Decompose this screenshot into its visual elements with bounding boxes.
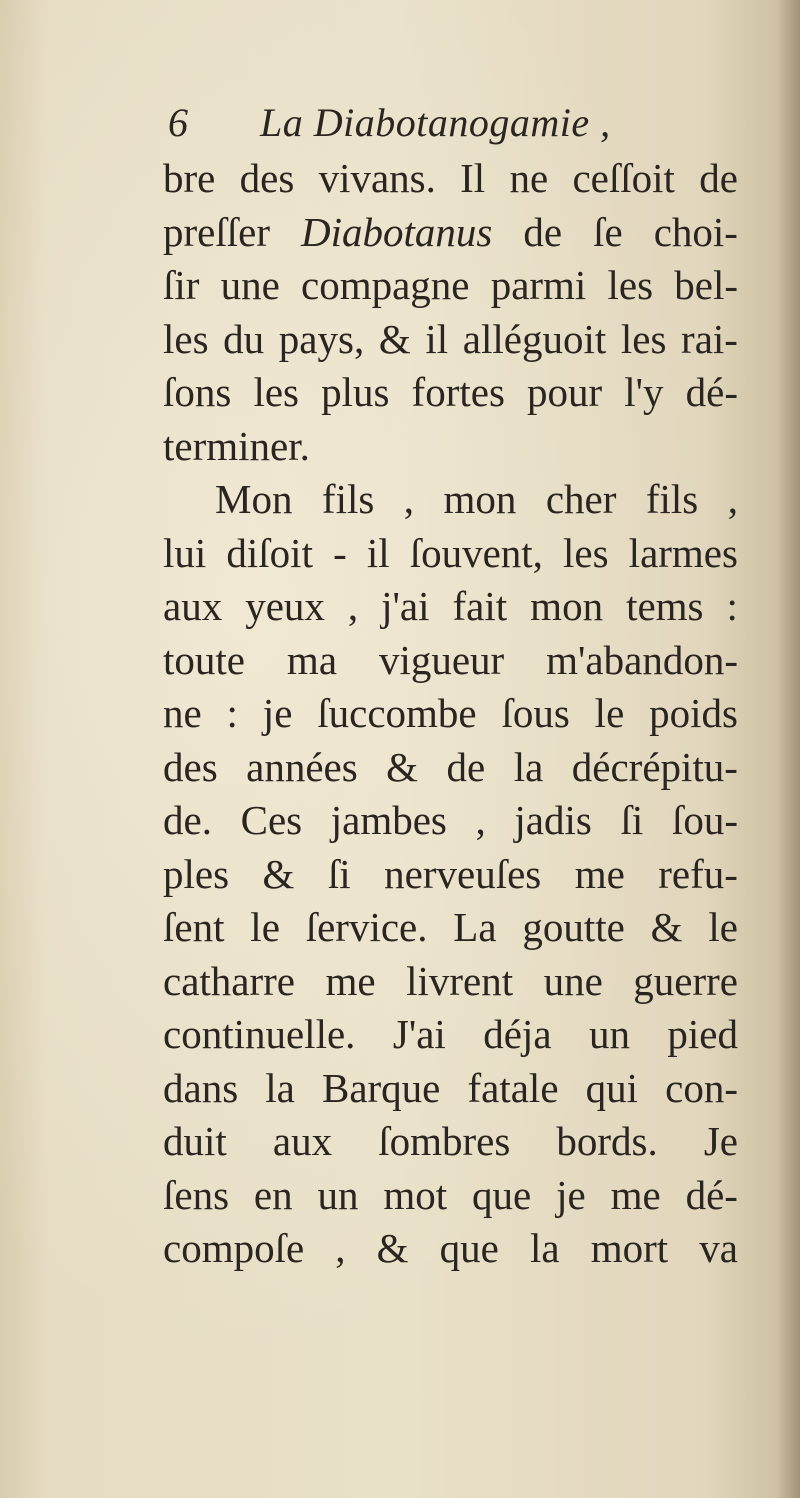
word: & [386,743,419,790]
word: Diabotanus [301,208,493,255]
word: continuelle. [163,1011,356,1057]
word: yeux [245,583,325,629]
word: Je [703,1118,738,1164]
word: ſombres [378,1118,511,1164]
word: la [265,1064,295,1111]
word: décrépitu- [571,743,738,790]
page-edge-shadow [778,0,800,1498]
word: La [453,904,497,950]
word: ples [163,850,230,897]
word: terminer. [163,422,310,469]
text-line [163,634,738,688]
body-text [163,152,738,1276]
word: de. [163,797,212,843]
word: dé- [685,1171,738,1218]
word: duit [163,1118,227,1164]
word: la [529,1225,560,1271]
text-line [163,580,738,634]
word: compagne [301,262,470,308]
word: con- [665,1064,738,1111]
word: guerre [633,957,738,1004]
word: compoſe [163,1225,305,1271]
word: ſou- [671,797,738,843]
word: des [163,743,218,790]
word: ne [163,690,202,736]
word: vivans. [318,155,436,201]
word: une [220,262,280,308]
word: catharre [163,957,295,1004]
word: , [403,476,415,522]
word: une [543,957,603,1004]
word: J'ai [392,1011,446,1057]
word: pays, [278,315,365,362]
word: bre [163,155,216,201]
word: ſouvent, [409,529,543,576]
word: bords. [556,1118,658,1164]
text-line [163,1222,738,1276]
word: & [262,850,295,897]
word: ſi [620,797,644,843]
word: ceſſoit [572,155,675,201]
word: refu- [658,850,738,897]
word: le [708,904,738,950]
word: mon [443,476,517,522]
word: mon [530,583,604,629]
word: années [246,743,358,790]
word: larmes [628,529,738,576]
word: il [366,529,390,576]
word: le [594,690,625,736]
word: ma [286,636,338,683]
word: que [439,1225,499,1271]
word: , [335,1225,346,1271]
word: ne [509,155,549,201]
word: de [699,155,738,201]
word: j'ai [381,583,430,629]
word: , [347,583,359,629]
word: & [650,904,683,950]
word: je [262,690,293,736]
word: fatale [467,1064,559,1111]
word: & [376,1225,409,1271]
word: dé- [685,369,738,415]
word: du [223,315,265,362]
word: jadis [514,797,592,843]
word: me [325,957,376,1004]
word: le [250,904,280,950]
word: Mon [215,476,293,522]
word: , [475,797,486,843]
text-line [163,152,738,206]
text-line [163,259,738,313]
word: ſuccombe [317,690,477,736]
word: toute [163,636,245,683]
page-number: 6 [168,100,188,145]
word: nerveuſes [384,850,542,897]
word: preſſer [163,208,270,255]
running-header [168,98,738,148]
word: ſent [163,904,225,950]
word: choi- [653,208,738,255]
word: de [446,743,486,790]
word: déja [483,1011,552,1057]
word: ſens [163,1171,230,1218]
text-line [163,366,738,420]
word: que [472,1171,532,1218]
word: poids [649,690,738,736]
word: les [253,369,299,415]
word: aux [272,1118,333,1164]
word: m'abandon- [546,636,738,683]
word: Barque [321,1064,441,1111]
text-line [163,1008,738,1062]
word: & [378,315,411,362]
word: rai- [681,315,738,362]
word: pour [527,369,603,415]
word: ſervice. [305,904,428,950]
text-line [163,741,738,795]
word: dans [163,1064,239,1111]
word: plus [321,369,390,415]
word: - [333,529,347,576]
word: aux [163,583,223,629]
word: me [610,1171,661,1218]
word: : [226,690,238,736]
word: ſe [593,208,623,255]
word: Il [460,155,486,201]
text-line [163,1062,738,1116]
text-line [163,794,738,848]
word: les [163,315,209,362]
running-title: La Diabotanogamie , [260,100,611,145]
word: un [317,1171,359,1218]
word: livrent [406,957,514,1004]
word: parmi [490,262,587,308]
word: alléguoit [462,315,607,362]
word: pied [667,1011,738,1057]
word: les [563,529,609,576]
text-line [163,955,738,1009]
word: de [523,208,563,255]
word: ſir [163,262,200,308]
word: la [513,743,544,790]
word: fait [452,583,508,629]
word: ſons [163,369,232,415]
text-line [163,473,738,527]
word: les [620,315,667,362]
word: en [253,1171,293,1218]
word: un [588,1011,630,1057]
word: ſi [327,850,351,897]
text-line [163,420,738,474]
text-line [163,1169,738,1223]
word: lui [163,529,207,576]
word: mort [590,1225,669,1271]
word: Ces [240,797,303,843]
word: va [699,1225,738,1271]
text-line [163,527,738,581]
word: l'y [624,369,664,415]
word: qui [585,1064,639,1111]
word: les [607,262,654,308]
word: bel- [674,262,738,308]
word: , [727,476,738,522]
word: : [726,583,738,629]
word: fils [321,476,375,522]
word: me [574,850,625,897]
text-line [163,848,738,902]
word: cher [545,476,617,522]
word: fils [645,476,699,522]
word: je [556,1171,586,1218]
text-line [163,687,738,741]
text-line [163,901,738,955]
text-line [163,313,738,367]
word: diſoit [226,529,313,576]
word: goutte [522,904,625,950]
word: il [425,315,449,362]
word: jambes [330,797,447,843]
word: fortes [411,369,505,415]
word: ſous [501,690,570,736]
word: des [239,155,295,201]
word: mot [383,1171,448,1218]
word: tems [626,583,704,629]
text-line [163,1115,738,1169]
text-line [163,206,738,260]
word: vigueur [378,636,505,683]
